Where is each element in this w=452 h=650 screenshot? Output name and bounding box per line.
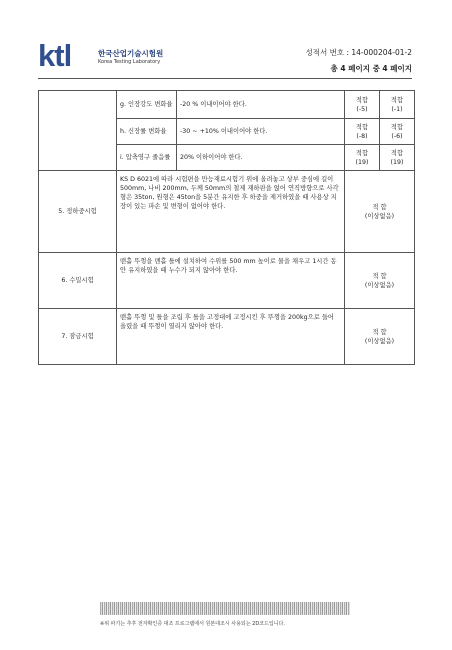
test-results-table [38,90,415,365]
item-label: i. 압축영구 줄음률 [117,145,177,171]
item-label: g. 인장강도 변화율 [117,91,177,119]
test-description: KS D 6021에 따라 시험편을 만능재료시험기 위에 올려놓고 상부 중심에 길이 500mm, 나비 200mm, 두께 50mm의 철제 재하판을 얹어 연직방향으로 사각형은 35ton, 원형은 45ton을 5분간 유지한 후 하중을 제거하였을 때 사용상 지장이 있는 파손 및 변형이 없어야 한다. [117,171,345,253]
test-description: 맨홀 뚜껑을 맨홀 틀에 설치하여 수위를 500 mm 높이로 물을 채우고 1시간 동안 유지하였을 때 누수가 되지 않아야 한다. [117,253,345,309]
result-sample-1: 적합 (19) [345,145,380,171]
result-sample-1: 적합 (-5) [345,91,380,119]
table-row [39,253,415,309]
result-sample-1: 적합 (-8) [345,119,380,145]
ktl-logo [38,38,178,74]
org-name-ko: 한국산업기술시험원 [98,49,164,58]
test-result: 적 합 (이상없음) [345,309,415,365]
continued-test-cell [39,91,117,171]
result-sample-2: 적합 (-6) [380,119,415,145]
item-label: h. 신장률 변화율 [117,119,177,145]
test-name: 5. 정하중시험 [39,171,117,253]
test-description: 맨홀 뚜껑 및 틀을 조립 후 틀을 고정대에 고정시킨 후 뚜껑을 200kg으로 들어 올렸을 때 뚜껑이 열리지 않아야 한다. [117,309,345,365]
footer-note: ※위 파기는 추후 전자확인증 대조 프로그램에서 원본대조시 사용되는 2D코드입니다. [100,621,285,627]
page-info: 총 4 페이지 중 4 페이지 [330,64,412,73]
item-criterion: 20% 이하이어야 한다. [177,145,345,171]
test-name: 7. 잠금시험 [39,309,117,365]
table-row [39,309,415,365]
test-name: 6. 수밀시험 [39,253,117,309]
result-sample-2: 적합 (19) [380,145,415,171]
item-criterion: -20 % 이내이어야 한다. [177,91,345,119]
table-row [39,171,415,253]
org-name-en: Korea Testing Laboratory [98,59,161,65]
header-divider [38,78,412,79]
logo-mark: ktl [38,38,72,73]
verification-2d-code [100,602,350,615]
test-result: 적 합 (이상없음) [345,253,415,309]
test-result: 적 합 (이상없음) [345,171,415,253]
report-number: 성적서 번호 : 14-000204-01-2 [305,48,412,57]
table-row [39,91,415,119]
result-sample-2: 적합 (-1) [380,91,415,119]
item-criterion: -30 ~ +10% 이내이어야 한다. [177,119,345,145]
